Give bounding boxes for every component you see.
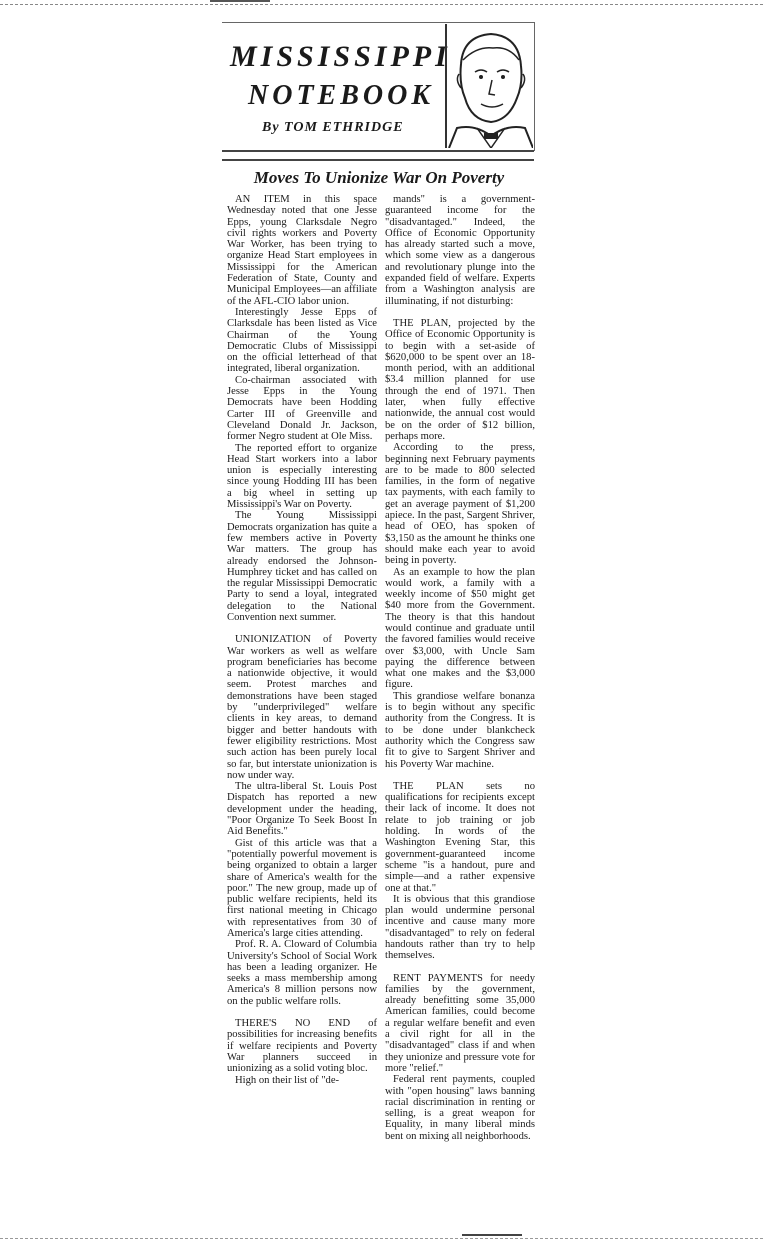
paragraph: The reported effort to organize Head Start workers into a labor union is especially interesting since young Hodding III has been a big wheel in setting up Mississippi's War on Poverty. <box>227 442 377 511</box>
page-top-edge <box>0 4 763 5</box>
paragraph: The ultra-liberal St. Louis Post Dispatch has reported a new development under the heading, "Poor Organize To Seek Boost In Aid Benefits." <box>227 781 377 838</box>
article-headline: Moves To Unionize War On Poverty <box>253 168 505 187</box>
paragraph: Gist of this article was that a "potentially powerful movement is being organized to obtain a larger share of America's wealth for the poor." The new group, made up of public welfare recipients, held its first national meeting in Chicago with representatives from 30 of America's large cities attending. <box>227 837 377 939</box>
paragraph: RENT PAYMENTS for needy families by the government, already benefitting some 35,000 American families, could become a regular welfare benefit and even a civil right for all in the "disadvantaged" class if and when they unionize and pressure vote for more "relief." <box>385 972 535 1074</box>
paragraph: Co-chairman associated with Jesse Epps in the Young Democrats have been Hodding Carter III of Greenville and Cleveland Donald Jr. Jackson, former Negro student at Ole Miss. <box>227 374 377 443</box>
page-bottom-edge <box>0 1238 763 1239</box>
article-column-left <box>227 194 377 1086</box>
paragraph: Interestingly Jesse Epps of Clarksdale has been listed as Vice Chairman of the Young Democratic Clubs of Mississippi on the official letterhead of that integrated, liberal organization. <box>227 306 377 375</box>
headline-rule <box>222 159 534 161</box>
byline: By TOM ETHRIDGE <box>262 120 404 135</box>
paragraph: This grandiose welfare bonanza is to begin without any specific authority from the Congress. It is to be done under blankcheck authority which the Congress saw fit to give to Sargent Shriver and his Poverty War machine. <box>385 690 535 770</box>
paragraph: Prof. R. A. Cloward of Columbia University's School of Social Work has been a leading organizer. He seeks a mass membership among America's 8 million persons now on the public welfare rolls. <box>227 939 377 1007</box>
masthead-rule <box>222 150 534 152</box>
paragraph: Federal rent payments, coupled with "open housing" laws banning racial discrimination in renting or selling, is a great weapon for Equality, in many liberal minds bent on mixing all neighborhoods. <box>385 1074 535 1142</box>
paragraph: THE PLAN sets no qualifications for recipients except their lack of income. It does not relate to job training or job holding. In words of the Washington Evening Star, this government-guaranteed income scheme "is a handout, pure and simple—and a rather expensive one at that." <box>385 780 535 894</box>
author-portrait-drawing <box>447 24 533 148</box>
column-title-line1: MISSISSIPPI <box>230 40 451 73</box>
article-column-right <box>385 194 535 1142</box>
column-title-line2: NOTEBOOK <box>248 80 435 111</box>
paragraph: High on their list of "de- <box>235 1074 340 1086</box>
author-portrait <box>445 24 533 148</box>
paragraph: UNIONIZATION of Poverty War workers as well as welfare program beneficiaries has become a nationwide objective, it would seem. Protest marches and demonstrations have been staged by "underprivileged" welfare clients in key areas, to demand bigger and better handouts with fewer eligibility restrictions. Most such action has been purely local so far, but interstate unionization is now under way. <box>227 634 377 781</box>
paragraph: THERE'S NO END of possibilities for increasing benefits if welfare recipients and Poverty War planners succeed in unionizing as a solid voting bloc. <box>227 1018 377 1075</box>
paragraph: It is obvious that this grandiose plan would undermine personal incentive and cause many more "disadvantaged" to rely on federal handouts rather than try to help themselves. <box>385 893 535 962</box>
paragraph: THE PLAN, projected by the Office of Economic Opportunity is to begin with a set-aside of $620,000 to be spent over an 18-month period, with an additional $3.4 million planned for use through the end of 1971. Then later, when fully effective nationwide, the annual cost would be on the order of $12 billion, perhaps more. <box>385 317 535 442</box>
paragraph: mands" is a government-guaranteed income for the "disadvantaged." Indeed, the Office of Economic Opportunity has already started such a move, which some view as a dangerous and revolutionary plunge into the expanded field of welfare. Experts from a Washington analysis are illuminating, if not disturbing: <box>385 194 535 307</box>
paragraph: According to the press, beginning next February payments are to be made to 800 selected families, in the form of negative tax payments, with each family to get an average payment of $1,200 apiece. In the past, Sargent Shriver, head of OEO, has spoken of $3,150 as the amount he thinks one should make each year to avoid being in poverty. <box>385 442 535 567</box>
paragraph: As an example to how the plan would work, a family with a weekly income of $50 might get $40 more from the Government. The theory is that this handout would continue and graduate until the favored families would receive over $3,000, with Uncle Sam paying the difference between what one makes and the $3,000 figure. <box>385 566 535 691</box>
page-top-mark <box>210 0 270 2</box>
page-bottom-mark <box>462 1234 522 1236</box>
paragraph: The Young Mississippi Democrats organization has quite a few members active in Poverty War matters. The group has already endorsed the Johnson-Humphrey ticket and has called on the regular Mississippi Democratic Party to send a loyal, integrated delegation to the National Convention next summer. <box>227 510 377 623</box>
paragraph: AN ITEM in this space Wednesday noted that one Jesse Epps, young Clarksdale Negro civil rights workers and Poverty War Worker, has been trying to organize Head Start employees in Mississippi for the American Federation of State, County and Municipal Employees—an affiliate of the AFL-CIO labor union. <box>227 194 377 307</box>
